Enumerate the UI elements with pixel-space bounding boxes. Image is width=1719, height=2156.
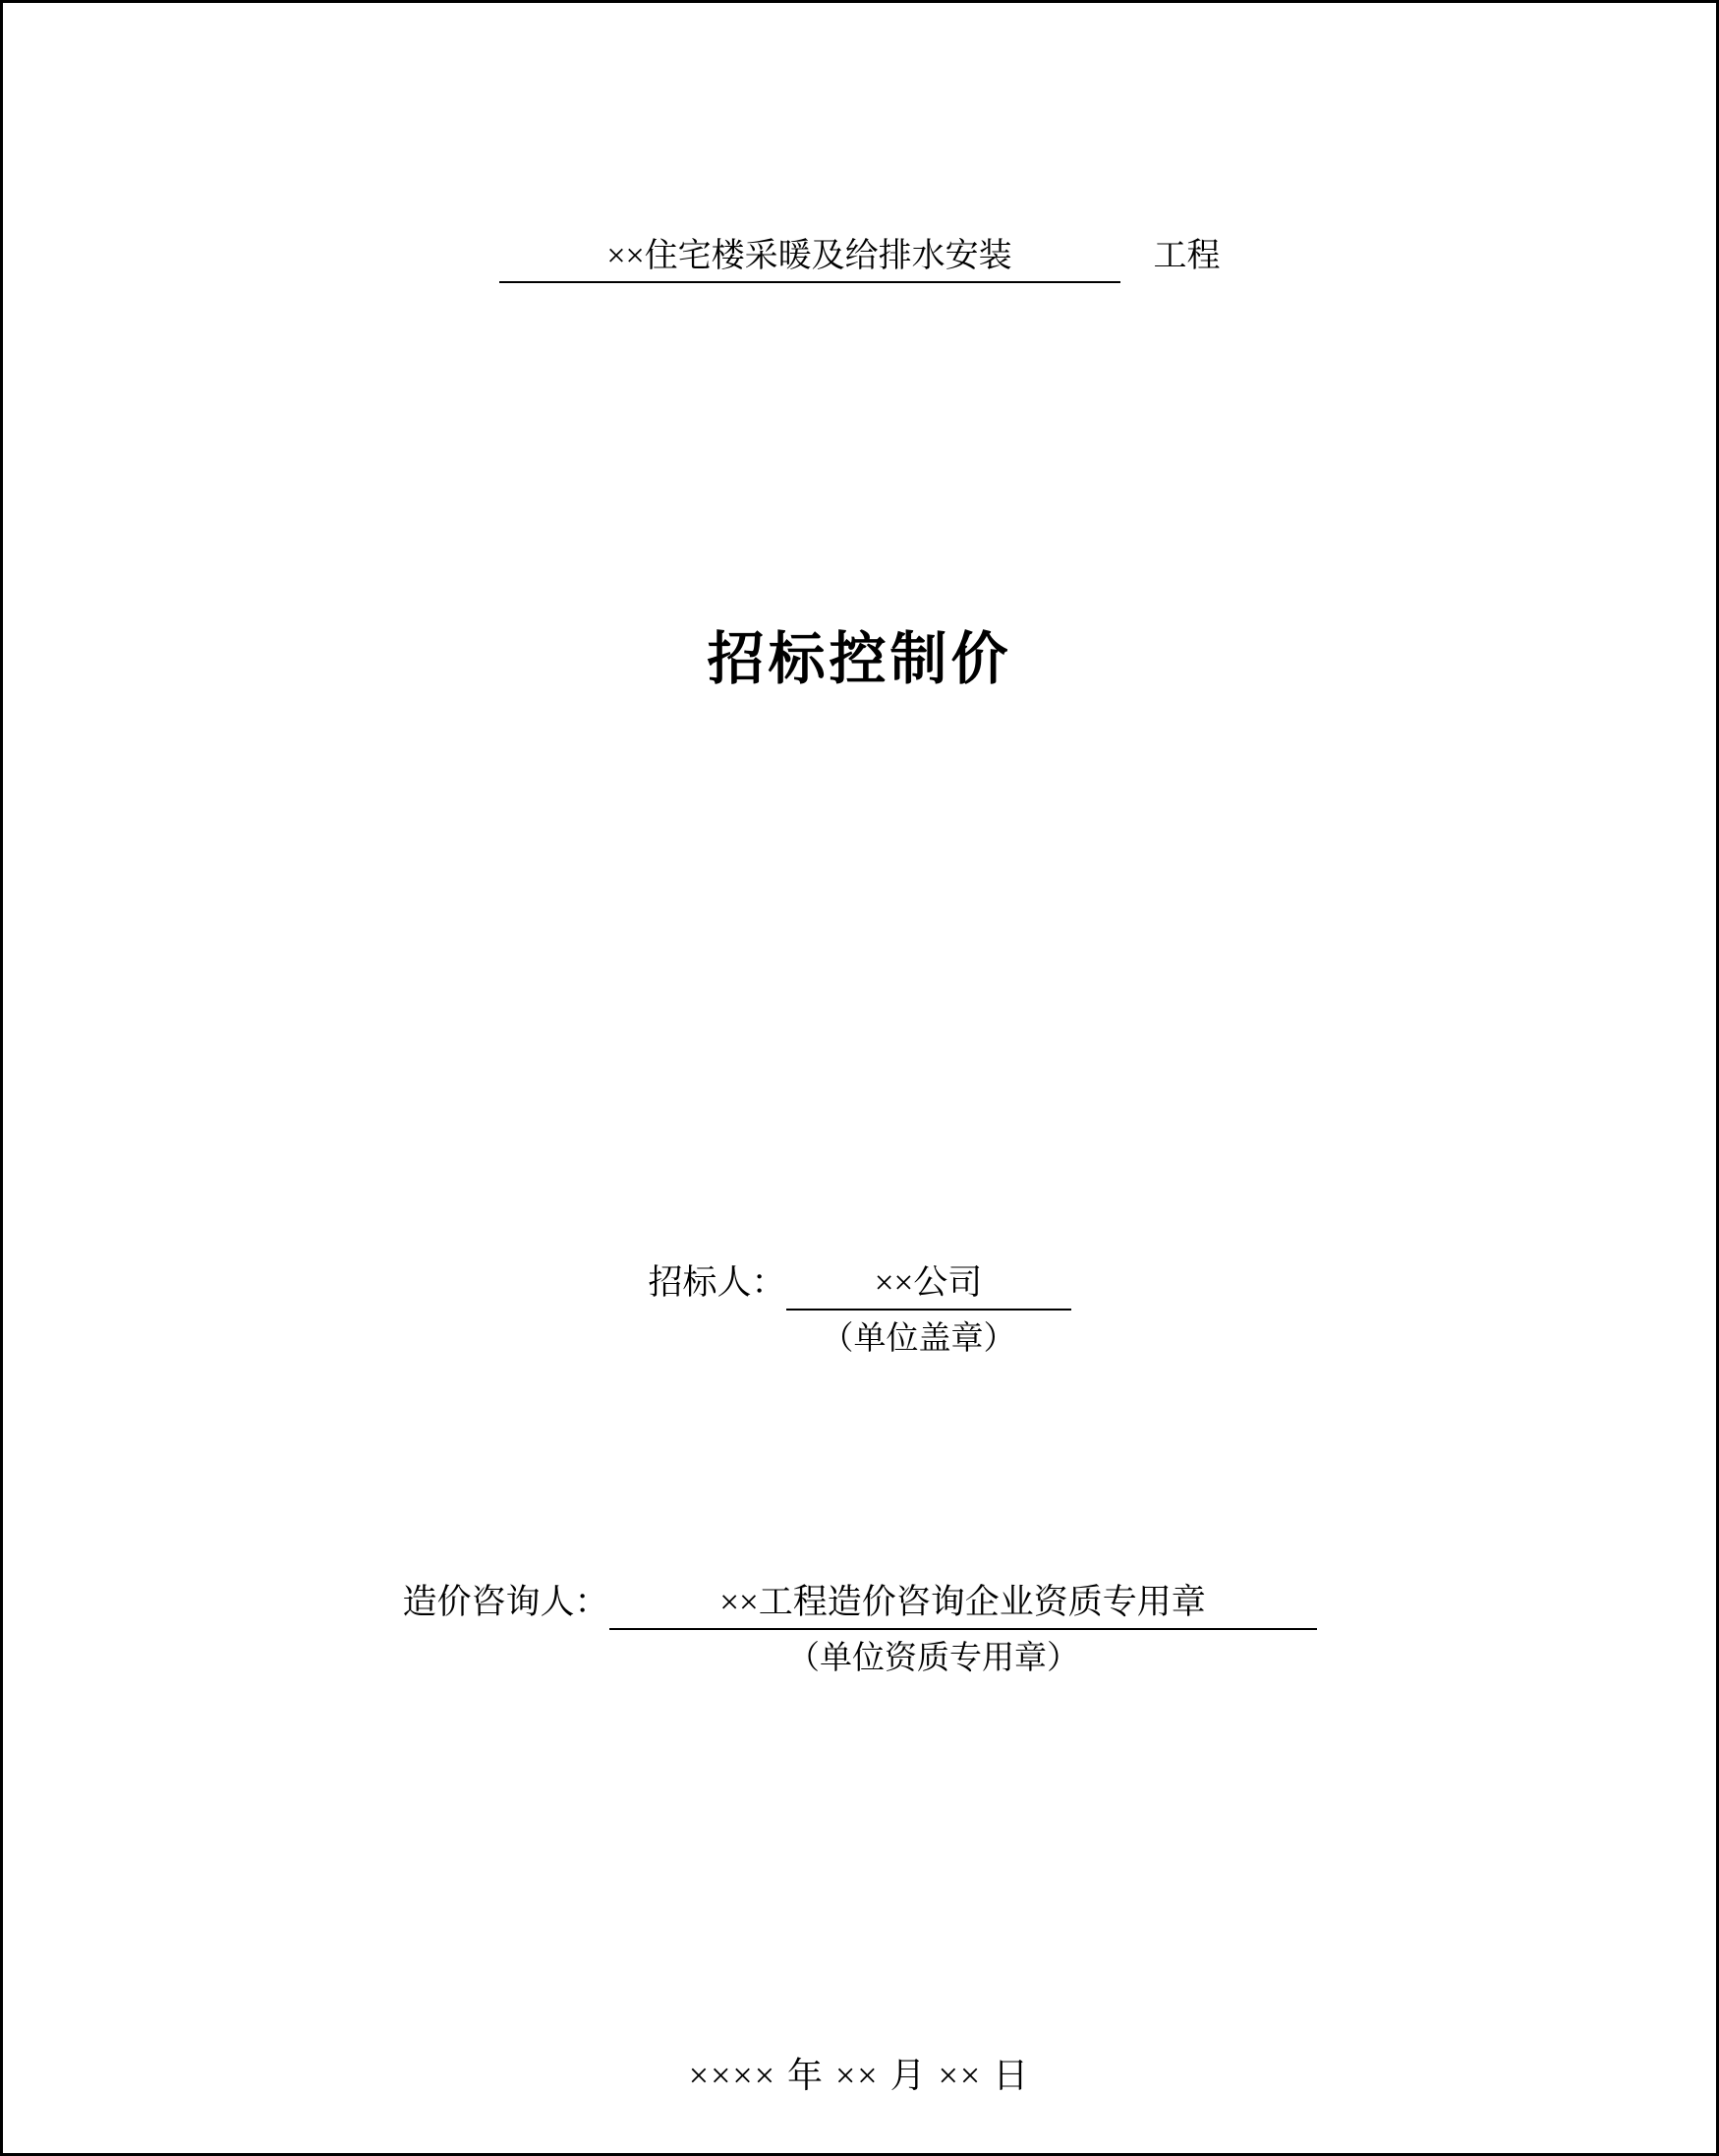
project-name-field: ××住宅楼采暖及给排水安装 [499,237,1120,283]
bidder-signature-block [3,1261,1716,1361]
consultant-label: 造价咨询人： [402,1583,609,1621]
bidder-row [3,1261,1716,1311]
consultant-row [3,1581,1716,1630]
date-line: ×××× 年 ×× 月 ×× 日 [688,2056,1031,2095]
page-title: 招标控制价 [707,627,1012,691]
page-content [3,3,1716,2153]
consultant-value: ××工程造价咨询企业资质专用章 [609,1581,1317,1630]
project-name-suffix: 工程 [1153,238,1221,274]
consultant-seal-note: （单位资质专用章） [787,1640,1079,1676]
project-title-line [3,237,1716,283]
bidder-label: 招标人： [648,1263,786,1302]
consultant-signature-block [3,1581,1716,1680]
bidder-seal-note: （单位盖章） [821,1320,1016,1357]
bidder-value: ××公司 [786,1261,1071,1311]
